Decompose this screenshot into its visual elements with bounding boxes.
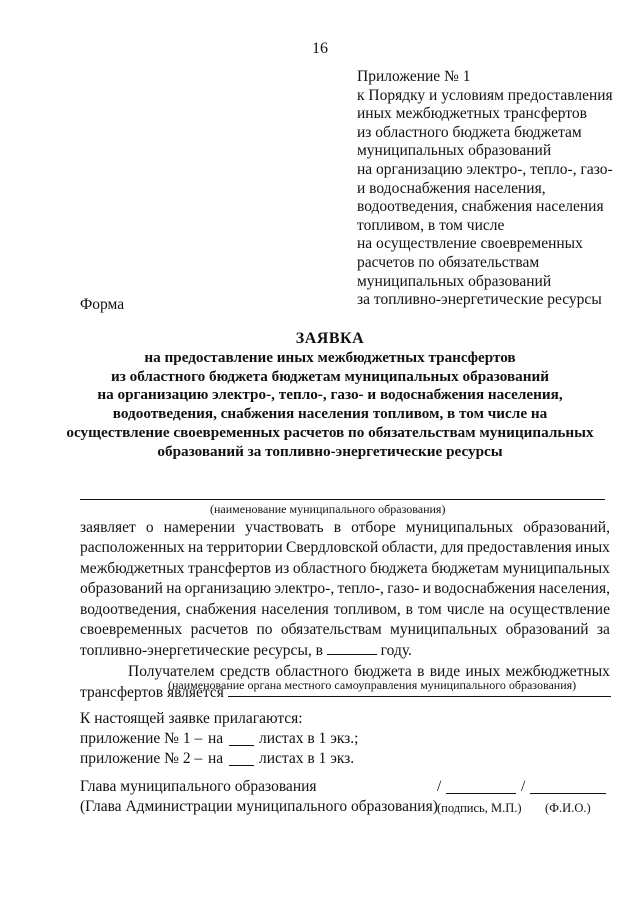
body-word: топливом, xyxy=(333,600,401,618)
attachment-item-2-suffix: листах в 1 экз. xyxy=(259,750,355,767)
body-line xyxy=(80,640,610,661)
body-word: образований, xyxy=(523,519,610,536)
body-word: средств xyxy=(219,662,271,680)
annex-line: расчетов по обязательствам xyxy=(357,253,540,271)
body-line xyxy=(80,518,610,538)
attachment-item-2-label: приложение № 2 – xyxy=(80,750,203,767)
full-name-blank[interactable] xyxy=(530,779,606,794)
attachment-item-1-suffix: листах в 1 экз.; xyxy=(259,730,359,747)
body-word: тепло-, xyxy=(337,580,384,598)
body-word: на xyxy=(187,539,204,557)
body-word: том xyxy=(417,600,442,618)
annex-line: Приложение № 1 xyxy=(357,68,471,85)
body-line xyxy=(80,559,610,579)
body-word: расчетов xyxy=(190,621,249,639)
body-word: межбюджетных xyxy=(505,662,610,680)
body-word: областного xyxy=(292,559,367,577)
annex-line: на организацию электро-, тепло-, газо- xyxy=(357,160,613,178)
application-body xyxy=(80,518,610,704)
body-word: Свердловской xyxy=(286,539,379,557)
attachment-2-sheets-blank[interactable] xyxy=(229,751,254,766)
annex-line: на осуществление своевременных xyxy=(357,235,583,253)
body-word: бюджета xyxy=(369,559,428,577)
body-word: заявляет xyxy=(80,519,136,536)
body-word: водоснабжения xyxy=(434,580,536,598)
full-name-caption: (Ф.И.О.) xyxy=(545,801,591,815)
attachment-item-2-on: на xyxy=(208,750,224,767)
body-word: газо- xyxy=(387,580,420,598)
body-word: муниципальных xyxy=(405,519,514,536)
body-word: намерении xyxy=(163,519,236,536)
body-word: муниципальных xyxy=(390,621,498,639)
body-word: обязательствам xyxy=(280,621,382,639)
page-number: 16 xyxy=(312,40,328,57)
title-line: водоотведения, снабжения населения топливом, в том числе на xyxy=(112,405,548,423)
body-word: числе xyxy=(446,600,485,618)
body-word: из xyxy=(274,559,290,577)
title-line: из областного бюджета бюджетам муниципальных образований xyxy=(110,367,550,385)
body-word: за xyxy=(596,621,610,639)
body-word: областного xyxy=(275,662,349,680)
form-label: Форма xyxy=(80,296,125,313)
body-word: иных xyxy=(465,662,501,680)
body-line xyxy=(80,620,610,640)
body-word: водоотведения, xyxy=(80,600,181,618)
body-word: по xyxy=(256,621,273,639)
body-word: образований xyxy=(80,580,163,598)
annex-line: водоотведения, снабжения населения xyxy=(357,198,604,216)
title-block xyxy=(60,330,600,462)
annex-block xyxy=(357,68,627,310)
signature-blank[interactable] xyxy=(446,779,516,794)
body-word: в xyxy=(333,519,342,536)
annex-line: муниципальных образований xyxy=(357,272,552,290)
body-word: на xyxy=(166,580,182,598)
annex-line: из областного бюджета бюджетам xyxy=(357,123,582,141)
body-word: электро-, xyxy=(274,580,335,598)
body-word: муниципальных xyxy=(502,559,610,577)
body-word: территории xyxy=(206,539,283,557)
body-word: трансфертов xyxy=(188,559,272,577)
body-word: расположенных xyxy=(80,539,185,557)
attachment-item-1-on: на xyxy=(208,730,224,747)
body-word: для xyxy=(440,539,464,557)
body-word: иных xyxy=(575,539,610,557)
body-word: на xyxy=(489,600,505,618)
attachments-heading: К настоящей заявке прилагаются: xyxy=(80,710,303,727)
title-line: образований за топливно-энергетические ресурсы xyxy=(157,442,503,460)
signature-slash-right: / xyxy=(521,778,526,795)
body-last-line-prefix: топливно-энергетические ресурсы, в xyxy=(80,642,323,660)
signature-title-alt: (Глава Администрации муниципального образования) xyxy=(80,798,438,815)
body-word: бюджетам xyxy=(431,559,499,577)
body-word: в xyxy=(405,600,413,618)
signature-slash-left: / xyxy=(437,778,442,795)
body-word: населения, xyxy=(538,580,610,598)
body-word: населения xyxy=(261,600,329,618)
signature-title: Глава муниципального образования xyxy=(80,778,317,795)
body-word: межбюджетных xyxy=(80,559,185,577)
body-word: отборе xyxy=(351,519,396,536)
body-word: и xyxy=(422,580,431,598)
annex-line: топливом, в том числе xyxy=(357,216,505,234)
body-word: снабжения xyxy=(185,600,257,618)
body-word: организацию xyxy=(184,580,272,598)
municipality-caption: (наименование муниципального образования) xyxy=(210,502,446,516)
year-blank[interactable] xyxy=(327,640,377,655)
annex-line: к Порядку и условиям предоставления xyxy=(357,86,613,104)
body-word: осуществление xyxy=(509,600,610,618)
annex-line: за топливно-энергетические ресурсы xyxy=(357,291,602,309)
municipality-name-line[interactable] xyxy=(80,499,605,500)
attachment-1-sheets-blank[interactable] xyxy=(229,731,254,746)
title-main: ЗАЯВКА xyxy=(295,330,365,347)
attachment-item-1-label: приложение № 1 – xyxy=(80,730,203,747)
body-word: виде xyxy=(429,662,461,680)
body-word: о xyxy=(145,519,154,536)
body-word: участвовать xyxy=(245,519,324,536)
title-line: на организацию электро-, тепло-, газо- и водоснабжения населения, xyxy=(97,386,563,404)
recipient-prefix: трансфертов является xyxy=(80,684,224,702)
body-line xyxy=(80,600,610,620)
annex-line: иных межбюджетных трансфертов xyxy=(357,105,587,123)
body-word: бюджета xyxy=(353,662,412,680)
body-word: образований xyxy=(505,621,589,639)
body-line xyxy=(80,538,610,558)
body-last-line-suffix: году. xyxy=(380,642,412,660)
annex-line: и водоснабжения населения, xyxy=(357,179,546,197)
title-line: осуществление своевременных расчетов по обязательствам муниципальных xyxy=(66,423,594,441)
body-word: предоставления xyxy=(466,539,572,557)
title-line: на предоставление иных межбюджетных трансфертов xyxy=(144,348,516,366)
annex-line: муниципальных образований xyxy=(357,142,552,160)
signature-caption: (подпись, М.П.) xyxy=(437,801,522,815)
body-line xyxy=(80,579,610,599)
body-word: своевременных xyxy=(80,621,183,639)
recipient-caption: (наименование органа местного самоуправления муниципального образования) xyxy=(168,678,577,692)
body-word: в xyxy=(417,662,425,680)
body-word: области, xyxy=(381,539,438,557)
body-word: Получателем xyxy=(128,662,215,680)
